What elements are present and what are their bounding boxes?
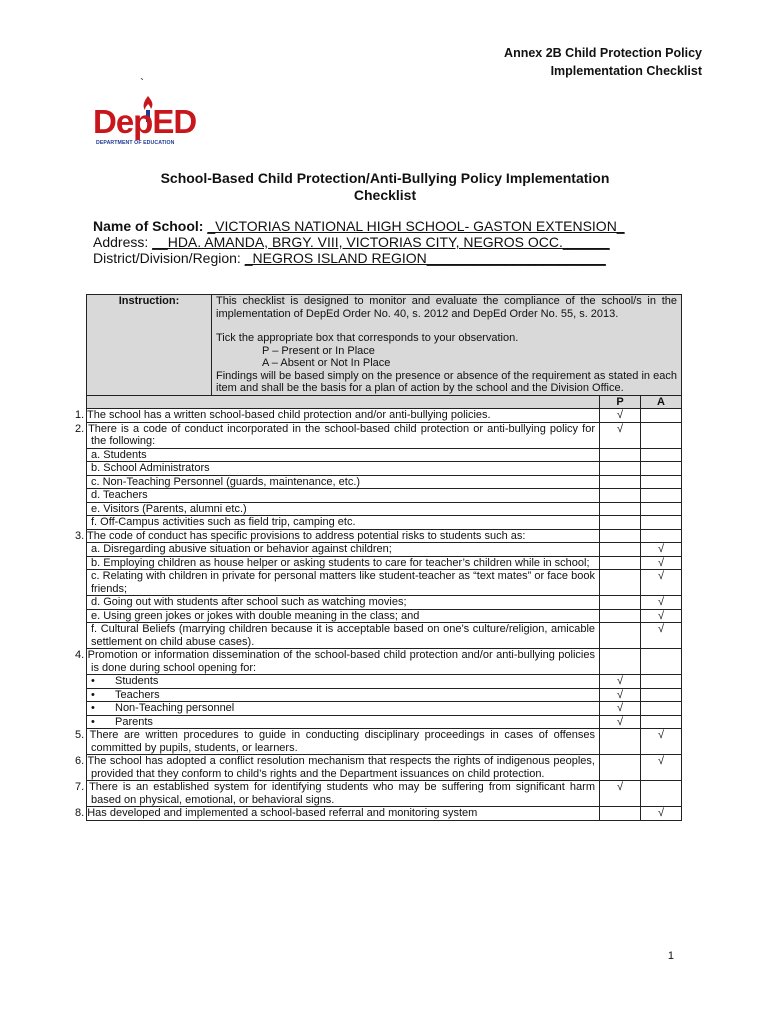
checklist-row xyxy=(87,729,682,755)
absent-checkbox[interactable] xyxy=(641,715,682,729)
bullet-icon: • xyxy=(91,688,95,701)
address-row xyxy=(93,234,625,250)
checklist-item-text xyxy=(87,675,600,689)
checklist-row xyxy=(87,715,682,729)
checklist-item-label: Students xyxy=(115,675,159,687)
bullet-icon: • xyxy=(91,675,95,687)
present-checkbox[interactable] xyxy=(600,529,641,543)
present-checkbox[interactable]: √ xyxy=(600,781,641,807)
absent-checkbox[interactable]: √ xyxy=(641,570,682,596)
checklist-item-text: c. Relating with children in private for personal matters like student-teacher as “text mates” or face book friends; xyxy=(87,570,600,596)
absent-checkbox[interactable] xyxy=(641,649,682,675)
checklist-row xyxy=(87,596,682,610)
deped-logo xyxy=(93,98,211,156)
bullet-icon: • xyxy=(91,715,95,728)
present-checkbox[interactable] xyxy=(600,623,641,649)
instruction-para-3: Findings will be based simply on the presence or absence of the requirement as stated in each item and shall be the basis for a plan of action by the school and the Division Office. xyxy=(216,369,677,394)
absent-checkbox[interactable]: √ xyxy=(641,596,682,610)
logo-dep: Dep xyxy=(93,103,153,140)
checklist-table xyxy=(75,294,682,821)
annex-line-1: Annex 2B Child Protection Policy xyxy=(504,46,702,60)
region-value: _NEGROS ISLAND REGION_______________________ xyxy=(244,250,606,266)
checklist-item-text: 1. The school has a written school-based child protection and/or anti-bullying policies. xyxy=(87,409,600,423)
absent-checkbox[interactable] xyxy=(641,502,682,516)
absent-checkbox[interactable] xyxy=(641,489,682,503)
present-checkbox[interactable] xyxy=(600,649,641,675)
school-name-label: Name of School: xyxy=(93,218,204,234)
checklist-item-text xyxy=(87,688,600,702)
checklist-item-text: c. Non-Teaching Personnel (guards, maintenance, etc.) xyxy=(87,475,600,489)
checklist-item-text: e. Using green jokes or jokes with double meaning in the class; and xyxy=(87,609,600,623)
checklist-item-text: 6. The school has adopted a conflict resolution mechanism that respects the rights of indigenous peoples, provided that they conform to child’s rights and the Department issuances on child protection. xyxy=(87,755,600,781)
checklist-item-label: Non-Teaching personnel xyxy=(115,702,235,714)
checklist-item-label: Parents xyxy=(115,715,153,728)
checklist-row xyxy=(87,623,682,649)
column-header-row xyxy=(87,395,682,409)
checklist-row xyxy=(87,462,682,476)
logo-subtitle: DEPARTMENT OF EDUCATION xyxy=(96,140,175,146)
present-checkbox[interactable]: √ xyxy=(600,675,641,689)
checklist-row xyxy=(87,570,682,596)
checklist-item-text: e. Visitors (Parents, alumni etc.) xyxy=(87,502,600,516)
instruction-text xyxy=(212,295,682,396)
checklist-item-text: 7. There is an established system for identifying students who may be suffering from significant harm based on physical, emotional, or behavioral signs. xyxy=(87,781,600,807)
stray-mark: ` xyxy=(140,76,144,90)
absent-checkbox[interactable]: √ xyxy=(641,729,682,755)
checklist-item-text: 3. The code of conduct has specific provisions to address potential risks to students such as: xyxy=(87,529,600,543)
absent-checkbox[interactable] xyxy=(641,422,682,448)
document-title xyxy=(100,170,670,204)
present-checkbox[interactable]: √ xyxy=(600,715,641,729)
checklist-row xyxy=(87,649,682,675)
checklist-row xyxy=(87,702,682,716)
checklist-row xyxy=(87,556,682,570)
instruction-label: Instruction: xyxy=(87,295,212,396)
address-value: __HDA. AMANDA, BRGY. VIII, VICTORIAS CITY, NEGROS OCC.______ xyxy=(152,234,610,250)
present-checkbox[interactable]: √ xyxy=(600,422,641,448)
absent-checkbox[interactable]: √ xyxy=(641,755,682,781)
checklist-row xyxy=(87,516,682,530)
page-number: 1 xyxy=(667,950,674,962)
checklist-item-text: 8. Has developed and implemented a school-based referral and monitoring system xyxy=(87,807,600,821)
present-checkbox[interactable]: √ xyxy=(600,688,641,702)
school-info xyxy=(93,218,625,266)
present-checkbox[interactable] xyxy=(600,516,641,530)
region-label: District/Division/Region: xyxy=(93,250,241,266)
checklist-row xyxy=(87,688,682,702)
header-spacer xyxy=(87,395,600,409)
checklist-row xyxy=(87,489,682,503)
checklist-row xyxy=(87,409,682,423)
absent-checkbox[interactable] xyxy=(641,475,682,489)
checklist-row xyxy=(87,609,682,623)
checklist-row xyxy=(87,475,682,489)
checklist-row xyxy=(87,502,682,516)
checklist-item-text: f. Cultural Beliefs (marrying children because it is acceptable based on one’s culture/religion, amicable settlement on child abuse cases). xyxy=(87,623,600,649)
present-checkbox[interactable] xyxy=(600,596,641,610)
checklist-item-text: 2. There is a code of conduct incorporated in the school-based child protection or anti-bullying policy for the following: xyxy=(87,422,600,448)
title-line-2: Checklist xyxy=(353,187,417,203)
checklist-item-text: b. School Administrators xyxy=(87,462,600,476)
absent-checkbox[interactable] xyxy=(641,781,682,807)
checklist-item-text: d. Teachers xyxy=(87,489,600,503)
present-checkbox[interactable] xyxy=(600,543,641,557)
absent-checkbox[interactable] xyxy=(641,529,682,543)
absent-checkbox[interactable]: √ xyxy=(641,609,682,623)
checklist-row xyxy=(87,781,682,807)
absent-checkbox[interactable]: √ xyxy=(641,807,682,821)
absent-checkbox[interactable] xyxy=(641,462,682,476)
present-checkbox[interactable] xyxy=(600,729,641,755)
checklist-item-text xyxy=(87,715,600,729)
present-checkbox[interactable]: √ xyxy=(600,702,641,716)
absent-checkbox[interactable] xyxy=(641,675,682,689)
present-checkbox[interactable] xyxy=(600,570,641,596)
absent-checkbox[interactable] xyxy=(641,688,682,702)
absent-checkbox[interactable] xyxy=(641,448,682,462)
present-checkbox[interactable] xyxy=(600,755,641,781)
logo-wordmark xyxy=(93,104,196,140)
checklist-row xyxy=(87,543,682,557)
instruction-para-2: Tick the appropriate box that corresponds to your observation. xyxy=(216,332,519,344)
checklist-item-text: b. Employing children as house helper or asking students to care for teacher’s children while in school; xyxy=(87,556,600,570)
instruction-para-1: This checklist is designed to monitor and evaluate the compliance of the school/s in the implementation of DepEd Order No. 40, s. 2012 and DepEd Order No. 55, s. 2013. xyxy=(216,295,677,320)
present-checkbox[interactable] xyxy=(600,448,641,462)
column-header-a: A xyxy=(641,395,682,409)
instruction-p-definition: P – Present or In Place xyxy=(262,344,375,357)
checklist-row xyxy=(87,529,682,543)
checklist-row xyxy=(87,422,682,448)
absent-checkbox[interactable]: √ xyxy=(641,623,682,649)
checklist-row xyxy=(87,807,682,821)
absent-checkbox[interactable] xyxy=(641,516,682,530)
present-checkbox[interactable] xyxy=(600,489,641,503)
region-row xyxy=(93,250,625,266)
checklist-item-text: 4. Promotion or information dissemination of the school-based child protection and/or anti-bullying policies is done during school opening for: xyxy=(87,649,600,675)
present-checkbox[interactable] xyxy=(600,807,641,821)
absent-checkbox[interactable] xyxy=(641,702,682,716)
title-line-1: School-Based Child Protection/Anti-Bullying Policy Implementation xyxy=(160,170,610,186)
checklist-item-label: Teachers xyxy=(115,688,160,701)
checklist-row xyxy=(87,755,682,781)
instruction-a-definition: A – Absent or Not In Place xyxy=(262,357,391,369)
checklist-item-text: f. Off-Campus activities such as field trip, camping etc. xyxy=(87,516,600,530)
checklist-item-text: a. Students xyxy=(87,448,600,462)
instruction-row xyxy=(87,295,682,396)
present-checkbox[interactable] xyxy=(600,502,641,516)
present-checkbox[interactable]: √ xyxy=(600,409,641,423)
checklist-item-text xyxy=(87,702,600,716)
annex-line-2: Implementation Checklist xyxy=(550,64,702,78)
absent-checkbox[interactable] xyxy=(641,409,682,423)
checklist-item-text: a. Disregarding abusive situation or behavior against children; xyxy=(87,543,600,557)
address-label: Address: xyxy=(93,234,149,250)
absent-checkbox[interactable]: √ xyxy=(641,556,682,570)
bullet-icon: • xyxy=(91,702,95,714)
checklist-item-text: d. Going out with students after school such as watching movies; xyxy=(87,596,600,610)
present-checkbox[interactable] xyxy=(600,475,641,489)
checklist-row xyxy=(87,448,682,462)
checklist-row xyxy=(87,675,682,689)
column-header-p: P xyxy=(600,395,641,409)
absent-checkbox[interactable]: √ xyxy=(641,543,682,557)
school-name-value: _VICTORIAS NATIONAL HIGH SCHOOL- GASTON EXTENSION_ xyxy=(207,218,625,234)
present-checkbox[interactable] xyxy=(600,556,641,570)
present-checkbox[interactable] xyxy=(600,462,641,476)
school-name-row xyxy=(93,218,625,234)
present-checkbox[interactable] xyxy=(600,609,641,623)
logo-ed: ED xyxy=(152,103,197,140)
checklist-item-text: 5. There are written procedures to guide in conducting disciplinary proceedings in cases of offenses committed by pupils, students, or learners. xyxy=(87,729,600,755)
annex-heading xyxy=(504,44,702,80)
